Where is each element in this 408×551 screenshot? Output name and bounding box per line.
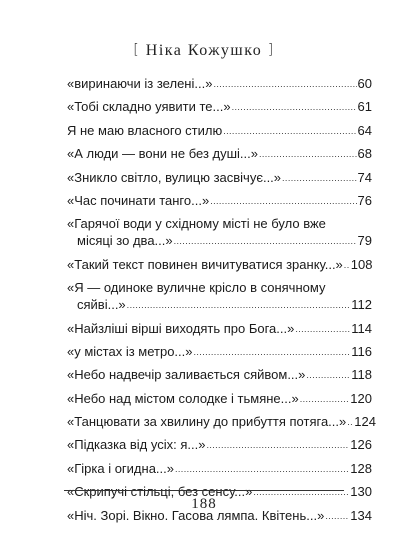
toc-dot-leader bbox=[344, 255, 350, 274]
toc-entry-title: «Ніч. Зорі. Вікно. Гасова лямпа. Квітень...» bbox=[67, 507, 325, 523]
toc-dot-leader bbox=[295, 319, 350, 338]
toc-entry-title: «Скрипучі стільці, без сенсу...» bbox=[67, 484, 253, 500]
toc-dot-leader bbox=[206, 435, 349, 454]
toc-entry-page: 74 bbox=[357, 169, 372, 185]
toc-entry-line bbox=[67, 436, 372, 453]
toc-dot-leader bbox=[210, 191, 356, 210]
toc-entry bbox=[67, 75, 372, 92]
toc-entry-line bbox=[67, 413, 376, 430]
toc-entry bbox=[67, 390, 372, 407]
toc-entry-line bbox=[67, 145, 372, 162]
toc-entry-title: «Гарячої води у східному місті не було вже bbox=[67, 216, 326, 232]
toc-entry bbox=[67, 192, 372, 209]
toc-dot-leader bbox=[127, 295, 351, 314]
toc-entry-title: «Час починати танго...» bbox=[67, 192, 210, 208]
toc-entry-page: 120 bbox=[350, 390, 372, 406]
toc-entry-page: 118 bbox=[351, 367, 372, 383]
toc-entry-page: 108 bbox=[350, 256, 373, 272]
toc-entry-title: «Такий текст повинен вичитуватися зранку...» bbox=[67, 256, 343, 272]
toc-entry-page: 79 bbox=[357, 233, 372, 249]
toc-entry bbox=[67, 343, 372, 360]
toc-entry-title-continuation: сяйві...» bbox=[77, 297, 126, 313]
toc-entry-title: «Я — одиноке вуличне крісло в сонячному bbox=[67, 280, 326, 296]
toc-entry-page: 124 bbox=[354, 414, 376, 430]
page-number: 188 bbox=[191, 496, 217, 512]
toc-entry bbox=[67, 320, 372, 337]
toc-entry-title: «А люди — вони не без душі...» bbox=[67, 146, 258, 162]
toc-entry-page: 126 bbox=[350, 437, 372, 453]
toc-entry-continuation-line bbox=[67, 296, 372, 313]
running-header bbox=[0, 42, 408, 60]
toc-entry-page: 60 bbox=[357, 76, 372, 91]
toc-entry-title: «у містах із метро...» bbox=[67, 343, 193, 359]
toc-dot-leader bbox=[232, 97, 357, 116]
toc-entry-first-line bbox=[67, 279, 372, 296]
toc-entry-title: «Небо надвечір заливається сяйвом...» bbox=[67, 367, 306, 383]
toc-entry-page: 130 bbox=[350, 484, 372, 500]
toc-entry-title: «Небо над містом солодке і тьмяне...» bbox=[67, 390, 299, 406]
toc-entry-page: 116 bbox=[351, 343, 372, 359]
toc-entry bbox=[67, 169, 372, 186]
toc-entry-page: 128 bbox=[350, 460, 372, 476]
toc-entry-page: 76 bbox=[357, 192, 372, 208]
toc-entry-line bbox=[67, 98, 372, 115]
toc-entry-title: «Підказка від усіх: я...» bbox=[67, 437, 206, 453]
toc-dot-leader bbox=[194, 342, 351, 361]
toc-dot-leader bbox=[282, 168, 357, 187]
toc-entry-title-continuation: місяці зо два...» bbox=[77, 233, 173, 249]
header-bracket-right: ] bbox=[267, 42, 275, 58]
toc-entry-title: «Танцювати за хвилину до прибуття потяга...» bbox=[67, 414, 347, 430]
toc-entry bbox=[67, 460, 372, 477]
toc-entry-line bbox=[67, 366, 372, 383]
toc-entry-title: «Гірка і огидна...» bbox=[67, 460, 174, 476]
toc-entry bbox=[67, 413, 376, 430]
toc-dot-leader bbox=[175, 459, 349, 478]
toc-entry-line bbox=[67, 122, 372, 139]
toc-dot-leader bbox=[213, 74, 356, 93]
toc-entry-title: «виринаючи із зелені...» bbox=[67, 76, 213, 91]
footer-divider bbox=[64, 490, 344, 491]
toc-entry-line bbox=[67, 390, 372, 407]
toc-dot-leader bbox=[223, 121, 356, 140]
table-of-contents bbox=[67, 75, 376, 530]
toc-entry bbox=[67, 122, 372, 139]
toc-entry-line bbox=[67, 343, 372, 360]
toc-entry-page: 61 bbox=[357, 99, 372, 115]
toc-entry bbox=[67, 366, 372, 383]
toc-dot-leader bbox=[259, 144, 357, 163]
toc-entry-line bbox=[67, 75, 372, 92]
toc-entry-line bbox=[67, 256, 372, 273]
toc-entry bbox=[67, 279, 372, 313]
toc-entry-line bbox=[67, 192, 372, 209]
toc-entry-title: «Зникло світло, вулицю засвічує...» bbox=[67, 169, 282, 185]
header-bracket-left: [ bbox=[133, 42, 141, 58]
toc-dot-leader bbox=[347, 412, 353, 431]
author-name: Ніка Кожушко bbox=[145, 42, 263, 59]
toc-entry bbox=[67, 215, 372, 249]
toc-entry-title: «Тобі складно уявити те...» bbox=[67, 99, 231, 115]
toc-entry-page: 68 bbox=[357, 146, 372, 162]
toc-entry-page: 112 bbox=[351, 297, 372, 313]
toc-entry-line bbox=[67, 460, 372, 477]
toc-entry-page: 64 bbox=[357, 122, 372, 138]
toc-entry-page: 114 bbox=[351, 320, 372, 336]
toc-entry-continuation-line bbox=[67, 232, 372, 249]
toc-entry-title: Я не маю власного стилю bbox=[67, 122, 223, 138]
toc-entry-title: «Найзліші вірші виходять про Бога...» bbox=[67, 320, 295, 336]
toc-entry-line bbox=[67, 320, 372, 337]
toc-dot-leader bbox=[174, 231, 357, 250]
toc-entry-page: 134 bbox=[350, 507, 372, 523]
toc-entry bbox=[67, 145, 372, 162]
toc-entry-line bbox=[67, 169, 372, 186]
toc-dot-leader bbox=[306, 365, 350, 384]
toc-entry bbox=[67, 98, 372, 115]
toc-dot-leader bbox=[300, 389, 350, 408]
toc-entry bbox=[67, 256, 372, 273]
toc-entry-first-line bbox=[67, 215, 372, 232]
toc-entry bbox=[67, 436, 372, 453]
